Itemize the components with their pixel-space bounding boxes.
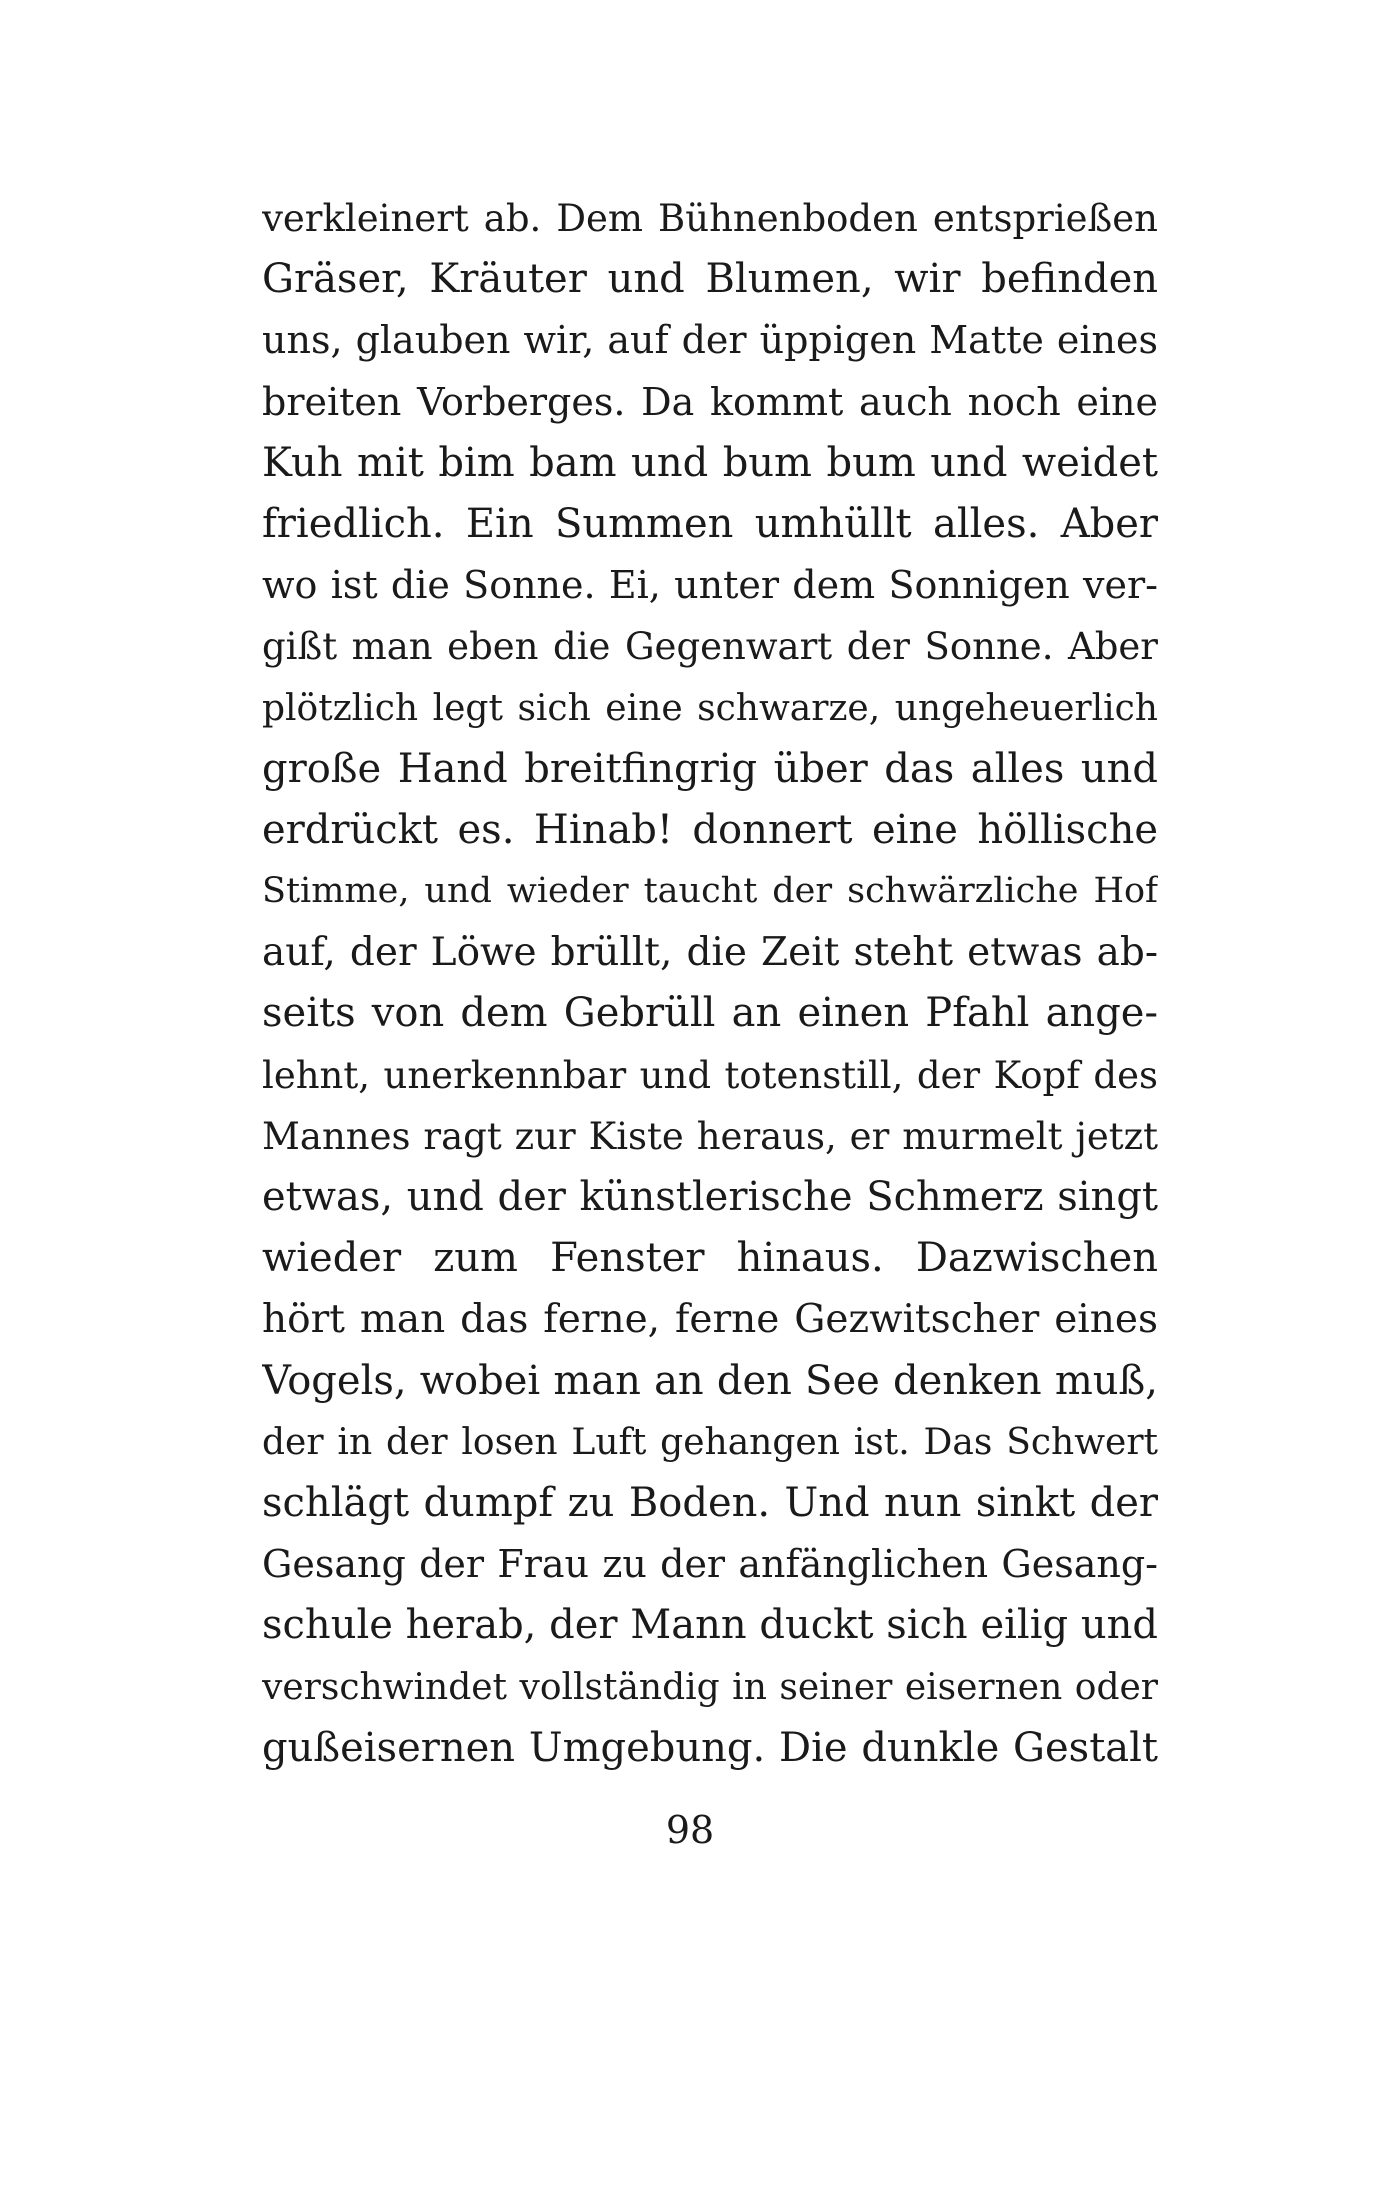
text-line: Gesang der Frau zu der anfänglichen Gesang- [262, 1542, 1158, 1587]
text-line: auf, der Löwe brüllt, die Zeit steht etwas ab- [262, 930, 1158, 976]
text-line: uns, glauben wir, auf der üppigen Matte eines [262, 318, 1158, 363]
text-line: wo ist die Sonne. Ei, unter dem Sonnigen ver- [262, 563, 1158, 608]
text-line: schule herab, der Mann duckt sich eilig und [262, 1602, 1158, 1649]
text-line: schlägt dumpf zu Boden. Und nun sinkt der [262, 1479, 1158, 1526]
text-line: breiten Vorberges. Da kommt auch noch eine [262, 379, 1158, 424]
text-line: Vogels, wobei man an den See denken muß, [262, 1357, 1158, 1404]
body-text [262, 188, 1158, 1779]
text-line: erdrückt es. Hinab! donnert eine höllische [262, 806, 1158, 853]
text-line: verkleinert ab. Dem Bühnenboden entsprießen [262, 197, 1158, 240]
text-line: Mannes ragt zur Kiste heraus, er murmelt jetzt [262, 1114, 1158, 1158]
text-line: hört man das ferne, ferne Gezwitscher eines [262, 1297, 1158, 1343]
page-number: 98 [665, 1808, 715, 1852]
text-line: wieder zum Fenster hinaus. Dazwischen [262, 1235, 1158, 1282]
text-line: Stimme, und wieder taucht der schwärzliche Hof [262, 871, 1158, 912]
text-line: Kuh mit bim bam und bum bum und weidet [262, 439, 1158, 486]
text-line: gußeisernen Umgebung. Die dunkle Gestalt [262, 1724, 1158, 1771]
text-line: große Hand breitfingrig über das alles und [262, 745, 1158, 792]
text-line: verschwindet vollständig in seiner eisernen oder [262, 1666, 1158, 1708]
text-line: der in der losen Luft gehangen ist. Das Schwert [262, 1421, 1158, 1463]
text-line: friedlich. Ein Summen umhüllt alles. Aber [262, 500, 1158, 547]
text-line: gißt man eben die Gegenwart der Sonne. Aber [262, 625, 1158, 669]
text-line: seits von dem Gebrüll an einen Pfahl ange- [262, 990, 1158, 1037]
text-line: etwas, und der künstlerische Schmerz singt [262, 1174, 1158, 1220]
text-line: lehnt, unerkennbar und totenstill, der Kopf des [262, 1053, 1158, 1097]
text-line: plötzlich legt sich eine schwarze, ungeheuerlich [262, 687, 1158, 729]
text-line: Gräser, Kräuter und Blumen, wir befinden [262, 256, 1158, 303]
